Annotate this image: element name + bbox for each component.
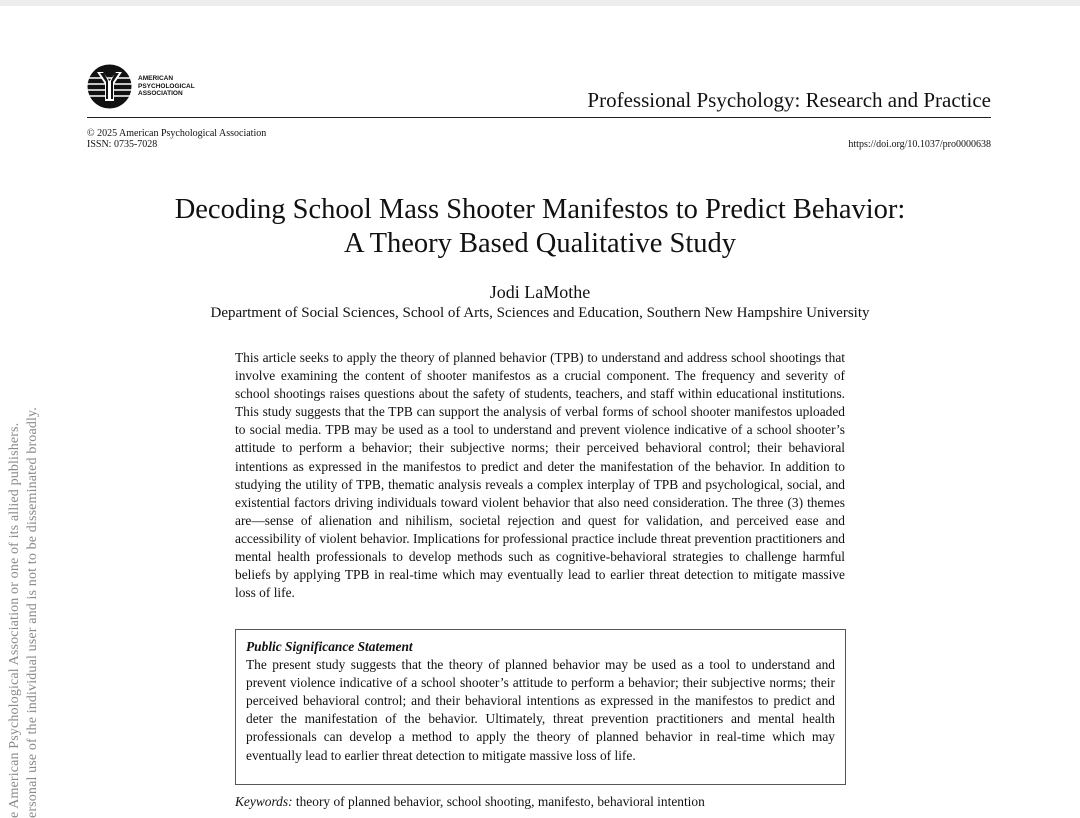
paper-page [0, 6, 1080, 818]
journal-title: Professional Psychology: Research and Practice [587, 88, 991, 112]
article-title-line2: A Theory Based Qualitative Study [343, 228, 737, 259]
author-affiliation: Department of Social Sciences, School of Arts, Sciences and Education, Southern New Hampshire University [210, 305, 870, 321]
issn-line: ISSN: 0735-7028 [87, 139, 158, 150]
header-rule [87, 117, 991, 118]
apa-wordmark-line3: ASSOCIATION [138, 90, 183, 98]
apa-emblem-icon [87, 64, 132, 109]
doi-link[interactable]: https://doi.org/10.1037/pro0000638 [848, 139, 991, 150]
apa-wordmark-line2: PSYCHOLOGICAL [138, 82, 195, 90]
apa-logo [87, 64, 195, 109]
side-disclaimer-line2: ersonal use of the individual user and is not to be disseminated broadly. [25, 407, 40, 818]
article-title-line1: Decoding School Mass Shooter Manifestos to Predict Behavior: [174, 194, 906, 225]
public-significance-box [235, 629, 846, 785]
apa-wordmark [138, 75, 195, 98]
article-title [90, 193, 990, 261]
copyright-block [87, 128, 266, 150]
author-name: Jodi LaMothe [489, 282, 591, 302]
abstract: This article seeks to apply the theory of planned behavior (TPB) to understand and address school shootings that involve examining the content of shooter manifestos as a crucial component. The frequency and severity of school shootings raises questions about the safety of students, teachers, and staff within educational institutions. This study suggests that the TPB can support the analysis of verbal forms of school shooter manifestos uploaded to social media. TPB may be used as a tool to understand and prevent violence indicative of a school shooter’s attitude to perform a behavior; their subjective norms; their perceived behavioral control; their behavioral intentions as expressed in the manifestos to predict and deter the manifestation of the behavior. In addition to studying the utility of TPB, thematic analysis reveals a complex interplay of TPB and psychological, social, and existential factors driving individuals toward violent behavior that also need consideration. The three (3) themes are—sense of alienation and nihilism, societal rejection and quest for validation, and perceived ease and accessibility of violent behavior. Implications for professional practice include threat prevention practitioners and mental health professionals to develop methods such as cognitive-behavioral strategies to challenge harmful beliefs by applying TPB in real-time which may eventually lead to earlier threat detection to mitigate massive loss of life. [235, 350, 845, 601]
side-disclaimer-line1: e American Psychological Association or one of its allied publishers. [7, 422, 22, 818]
copyright-line: © 2025 American Psychological Association [87, 128, 267, 139]
keywords-list: theory of planned behavior, school shooting, manifesto, behavioral intention [295, 794, 705, 809]
significance-text: The present study suggests that the theory of planned behavior may be used as a tool to understand and prevent violence indicative of a school shooter’s attitude to perform a behavior; their subjective norms; their perceived behavioral control; and their behavioral intentions as expressed in the manifestos to predict and deter the manifestation of the behavior. Ultimately, threat prevention practitioners and mental health professionals can develop a method to apply the theory of planned behavior in real-time which may eventually lead to earlier threat detection to mitigate massive loss of life. [246, 657, 835, 763]
apa-wordmark-line1: AMERICAN [138, 75, 174, 83]
keywords-line [235, 793, 705, 811]
keywords-label: Keywords: [235, 794, 293, 809]
significance-heading: Public Significance Statement [246, 639, 413, 654]
side-disclaimer [6, 407, 42, 818]
